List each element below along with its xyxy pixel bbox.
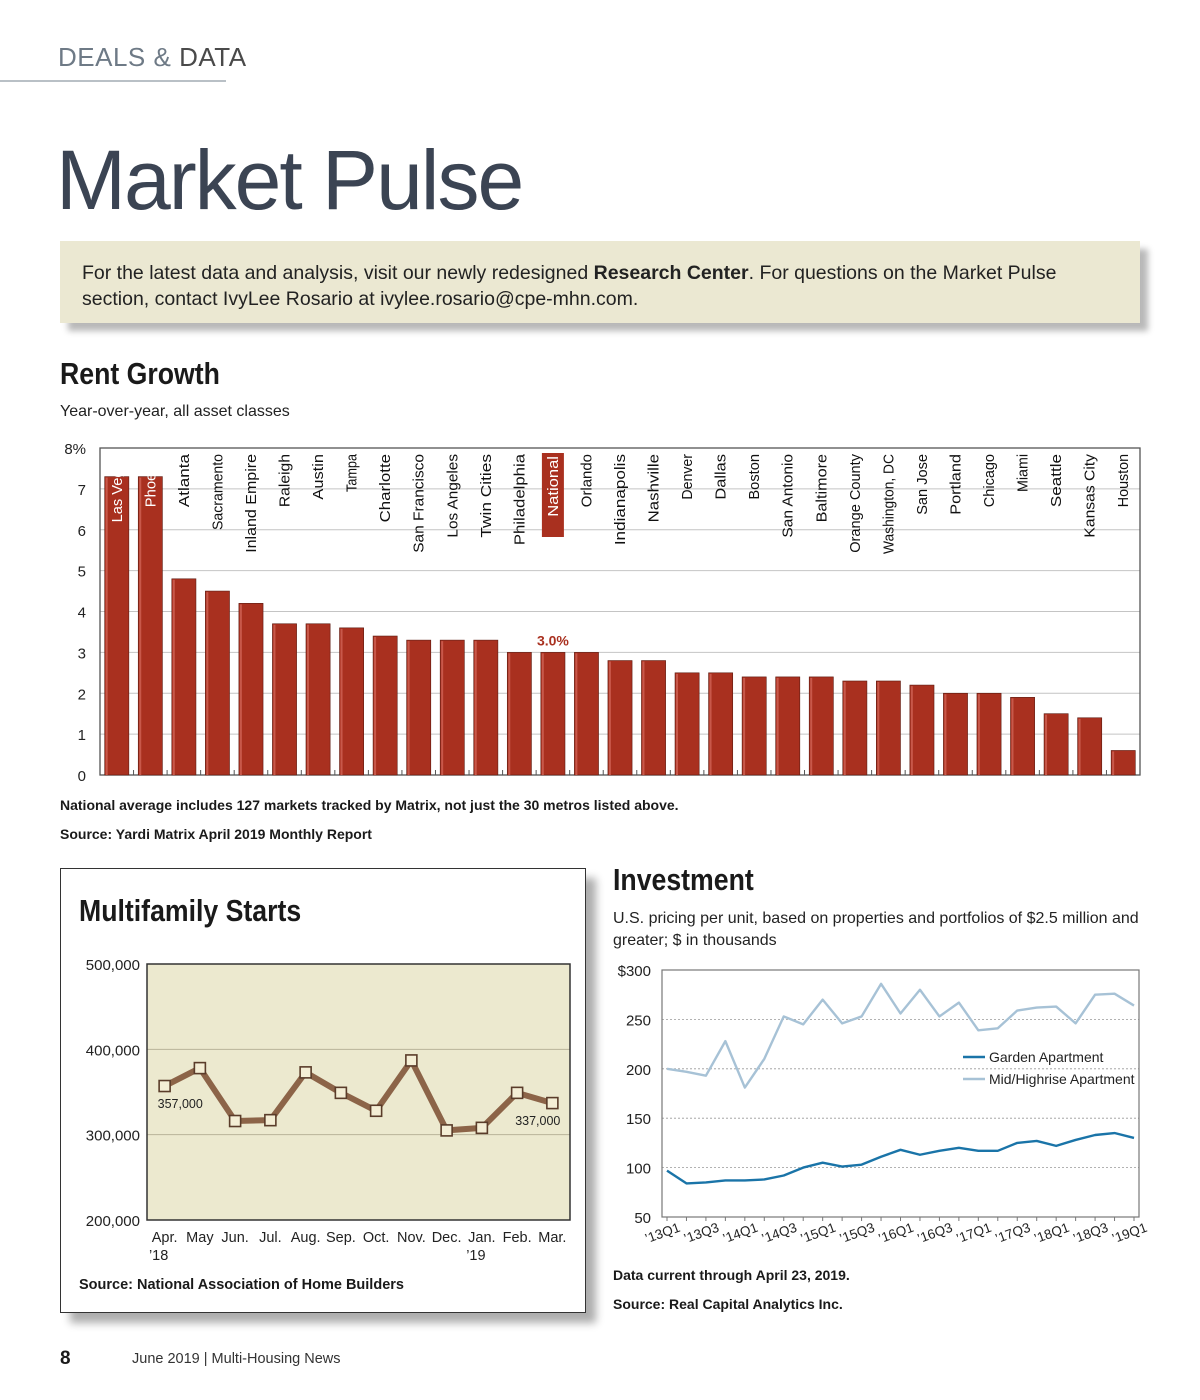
category-label: National <box>544 461 562 517</box>
data-point-marker <box>441 1125 452 1136</box>
category-label: Portland <box>947 458 965 515</box>
bar <box>306 624 330 775</box>
category-label: Chicago <box>981 452 999 508</box>
bar <box>507 652 531 775</box>
data-point-marker <box>512 1087 523 1098</box>
x-tick-label: Dec. <box>431 1230 462 1246</box>
rent-growth-chart <box>50 432 1150 784</box>
y-tick-label: 3 <box>77 645 86 663</box>
category-label: Tampa <box>343 446 361 492</box>
x-tick-label: Aug. <box>290 1230 321 1246</box>
bar <box>474 640 498 775</box>
data-value-label: 337,000 <box>515 1114 561 1129</box>
y-tick-label: 150 <box>625 1111 651 1129</box>
bar <box>138 477 162 775</box>
category-label: Las Vegas <box>108 452 126 523</box>
research-center-link[interactable]: Research Center <box>593 262 749 284</box>
category-label: Philadelphia <box>511 463 529 546</box>
y-tick-label: 6 <box>77 522 86 540</box>
data-value-label: 357,000 <box>157 1097 203 1112</box>
starts-title: Multifamily Starts <box>79 893 302 928</box>
category-label: Phoenix <box>142 452 160 508</box>
data-point-marker <box>194 1063 205 1074</box>
y-tick-label: 50 <box>634 1210 651 1227</box>
publication-line: June 2019 | Multi-Housing News <box>132 1351 341 1367</box>
info-text-after: . For questions on the Market Pulse section, contact IvyLee Rosario at ivylee.rosario@cpe-mhn.com. <box>82 262 1057 310</box>
x-tick-label: ’13Q3 <box>681 1219 721 1247</box>
bar <box>272 624 296 775</box>
bar <box>809 677 833 775</box>
y-tick-label: 7 <box>77 481 86 499</box>
x-tick-label: Jun. <box>221 1230 249 1246</box>
rent-growth-source: Source: Yardi Matrix April 2019 Monthly Report <box>60 826 372 842</box>
x-tick-sublabel: ’18 <box>148 1248 169 1264</box>
y-tick-label: 8% <box>64 441 86 458</box>
x-tick-label: ’16Q3 <box>915 1219 955 1247</box>
category-label: Washington, DC <box>880 445 898 554</box>
bar <box>943 693 967 775</box>
section-tag-part-b: DATA <box>179 42 247 72</box>
y-tick-label: 500,000 <box>85 957 140 974</box>
bar <box>1011 697 1035 775</box>
x-tick-label: ’17Q1 <box>954 1219 994 1247</box>
y-tick-label: $300 <box>617 963 651 980</box>
category-label: Indianapolis <box>612 465 629 546</box>
y-tick-label: 250 <box>625 1012 651 1030</box>
section-divider <box>0 80 226 82</box>
x-tick-label: May <box>186 1230 214 1246</box>
data-point-marker <box>159 1081 170 1092</box>
bar <box>742 677 766 775</box>
x-tick-label: ’15Q3 <box>837 1219 877 1247</box>
x-tick-label: ’18Q1 <box>1032 1219 1072 1247</box>
category-label: Denver <box>679 451 697 500</box>
investment-chart <box>605 958 1165 1258</box>
category-label: Orange County <box>846 451 864 553</box>
bar <box>876 681 900 775</box>
category-label: Raleigh <box>276 456 294 508</box>
rent-growth-note: National average includes 127 markets tracked by Matrix, not just the 30 metros listed above. <box>60 797 679 813</box>
y-tick-label: 300,000 <box>85 1127 140 1145</box>
bar <box>541 652 565 775</box>
page-number: 8 <box>60 1348 71 1369</box>
section-tag <box>58 42 247 73</box>
bar <box>340 628 364 775</box>
category-label: Houston <box>1115 451 1133 508</box>
category-label: Kansas City <box>1081 457 1099 538</box>
y-tick-label: 200 <box>625 1061 651 1079</box>
y-tick-label: 400,000 <box>85 1042 140 1060</box>
x-tick-label: ’14Q1 <box>720 1219 760 1247</box>
category-label: San Jose <box>913 452 931 515</box>
x-tick-label: Apr. <box>151 1230 178 1246</box>
bar <box>1044 714 1068 775</box>
x-tick-label: ’18Q3 <box>1071 1219 1111 1247</box>
x-tick-label: ’19Q1 <box>1110 1219 1150 1247</box>
page-title: Market Pulse <box>56 133 523 227</box>
bar <box>709 673 733 775</box>
y-tick-label: 5 <box>77 563 86 581</box>
bar <box>608 661 632 775</box>
x-tick-label: ’14Q3 <box>759 1219 799 1247</box>
investment-subtitle: U.S. pricing per unit, based on properties and portfolios of $2.5 million and greater; $ in thousands <box>613 910 1139 949</box>
plot-background <box>147 964 570 1220</box>
bar <box>910 685 934 775</box>
category-label: Sacramento <box>209 449 227 530</box>
category-label: Los Angeles <box>444 455 462 538</box>
x-tick-label: ’17Q3 <box>993 1219 1033 1247</box>
rent-growth-subtitle: Year-over-year, all asset classes <box>60 403 290 420</box>
y-tick-label: 0 <box>77 768 86 784</box>
x-tick-label: Mar. <box>538 1230 567 1246</box>
y-tick-label: 4 <box>77 604 86 622</box>
category-label: Boston <box>746 452 764 500</box>
bar <box>776 677 800 775</box>
x-tick-label: Nov. <box>397 1230 426 1246</box>
data-point-marker <box>300 1067 311 1078</box>
category-label: Miami <box>1014 452 1032 492</box>
x-tick-label: Sep. <box>325 1230 356 1246</box>
bar <box>373 636 397 775</box>
data-point-marker <box>265 1115 276 1126</box>
y-tick-label: 1 <box>77 727 86 745</box>
series-line <box>667 1133 1134 1183</box>
starts-source: Source: National Association of Home Builders <box>79 1277 404 1293</box>
data-point-marker <box>230 1116 241 1127</box>
data-point-marker <box>406 1055 417 1066</box>
investment-source: Source: Real Capital Analytics Inc. <box>613 1296 843 1312</box>
data-point-marker <box>547 1098 558 1109</box>
info-text-before: For the latest data and analysis, visit our newly redesigned <box>82 262 594 284</box>
category-label: San Antonio <box>779 456 797 538</box>
info-box <box>60 241 1140 323</box>
data-point-marker <box>371 1105 382 1116</box>
x-tick-label: ’16Q1 <box>876 1219 916 1247</box>
x-tick-label: Jan. <box>468 1230 496 1246</box>
category-label: Twin Cities <box>477 465 495 538</box>
x-tick-label: ’15Q1 <box>798 1219 838 1247</box>
category-label: Dallas <box>712 457 730 500</box>
x-tick-label: Oct. <box>362 1230 390 1246</box>
category-label: Atlanta <box>175 460 193 508</box>
category-label: Nashville <box>645 461 663 523</box>
category-label: Inland Empire <box>242 460 260 553</box>
data-point-marker <box>335 1087 346 1098</box>
highlight-value-label: 3.0% <box>536 632 569 649</box>
bar <box>172 579 196 775</box>
bar <box>440 640 464 775</box>
multifamily-starts-chart <box>61 949 585 1269</box>
multifamily-starts-panel <box>60 868 586 1313</box>
category-label: Charlotte <box>377 461 395 523</box>
rent-growth-title: Rent Growth <box>60 356 220 391</box>
data-point-marker <box>476 1122 487 1133</box>
y-tick-label: 2 <box>77 686 86 704</box>
y-tick-label: 100 <box>625 1160 651 1178</box>
bar <box>641 661 665 775</box>
section-tag-part-a: DEALS & <box>58 42 172 72</box>
investment-note: Data current through April 23, 2019. <box>613 1267 850 1283</box>
bar <box>407 640 431 775</box>
legend-label: Garden Apartment <box>989 1049 1104 1065</box>
bar <box>675 673 699 775</box>
bar <box>977 693 1001 775</box>
legend-label: Mid/Highrise Apartment <box>989 1071 1135 1087</box>
x-tick-sublabel: ’19 <box>466 1248 486 1264</box>
category-label: Seattle <box>1048 460 1066 508</box>
category-label: Austin <box>310 457 328 500</box>
category-label: Orlando <box>578 453 596 508</box>
y-tick-label: 200,000 <box>85 1213 140 1230</box>
category-label: Baltimore <box>813 459 831 523</box>
bar <box>574 652 598 775</box>
bar <box>205 591 229 775</box>
investment-title: Investment <box>613 862 754 897</box>
category-label: San Francisco <box>410 456 428 553</box>
bar <box>1111 750 1135 775</box>
x-tick-label: Jul. <box>259 1230 282 1246</box>
x-tick-label: ’13Q1 <box>643 1219 683 1247</box>
bar <box>239 603 263 775</box>
x-tick-label: Feb. <box>502 1230 532 1246</box>
bar <box>1078 718 1102 775</box>
bar <box>843 681 867 775</box>
